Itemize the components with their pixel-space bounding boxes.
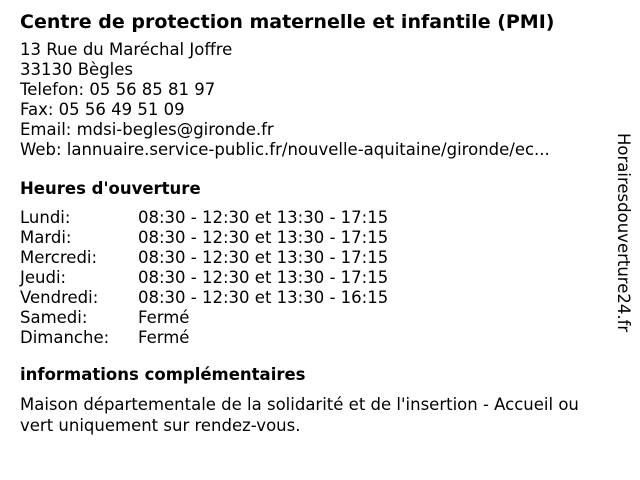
city-address: 33130 Bègles	[20, 60, 134, 79]
hours-row-friday	[20, 288, 610, 308]
additional-info-heading: informations complémentaires	[20, 365, 306, 384]
day-label: Dimanche:	[20, 328, 110, 347]
day-label: Jeudi:	[20, 268, 67, 287]
additional-info-text: Maison départementale de la solidarité et de l'insertion - Accueil ouvert uniquement sur rendez-vous.	[20, 395, 579, 435]
phone-number: Telefon: 05 56 85 81 97	[20, 80, 216, 99]
time-value: 08:30 - 12:30 et 13:30 - 16:15	[138, 288, 389, 307]
page-title: Centre de protection maternelle et infantile (PMI)	[20, 11, 555, 33]
day-label: Lundi:	[20, 208, 71, 227]
email-address: Email: mdsi-begles@gironde.fr	[20, 120, 274, 139]
day-label: Vendredi:	[20, 288, 99, 307]
time-value: 08:30 - 12:30 et 13:30 - 17:15	[138, 248, 389, 267]
day-label: Mercredi:	[20, 248, 98, 267]
hours-row-wednesday	[20, 248, 610, 268]
hours-row-tuesday	[20, 228, 610, 248]
site-watermark: Horairesdouverture24.fr	[614, 133, 633, 333]
address-block	[20, 40, 610, 160]
time-value: 08:30 - 12:30 et 13:30 - 17:15	[138, 228, 389, 247]
time-value: 08:30 - 12:30 et 13:30 - 17:15	[138, 268, 389, 287]
hours-row-saturday	[20, 308, 610, 328]
time-value: 08:30 - 12:30 et 13:30 - 17:15	[138, 208, 389, 227]
hours-row-thursday	[20, 268, 610, 288]
hours-row-monday	[20, 208, 610, 228]
fax-number: Fax: 05 56 49 51 09	[20, 100, 185, 119]
day-label: Mardi:	[20, 228, 72, 247]
day-label: Samedi:	[20, 308, 88, 327]
time-value: Fermé	[138, 328, 190, 347]
opening-hours-table	[20, 208, 610, 348]
pmi-info-card	[20, 10, 610, 436]
street-address: 13 Rue du Maréchal Joffre	[20, 40, 233, 59]
time-value: Fermé	[138, 308, 190, 327]
hours-row-sunday	[20, 328, 610, 348]
opening-hours-heading: Heures d'ouverture	[20, 179, 201, 198]
website-link[interactable]: Web: lannuaire.service-public.fr/nouvelle-aquitaine/gironde/ec...	[20, 140, 550, 159]
